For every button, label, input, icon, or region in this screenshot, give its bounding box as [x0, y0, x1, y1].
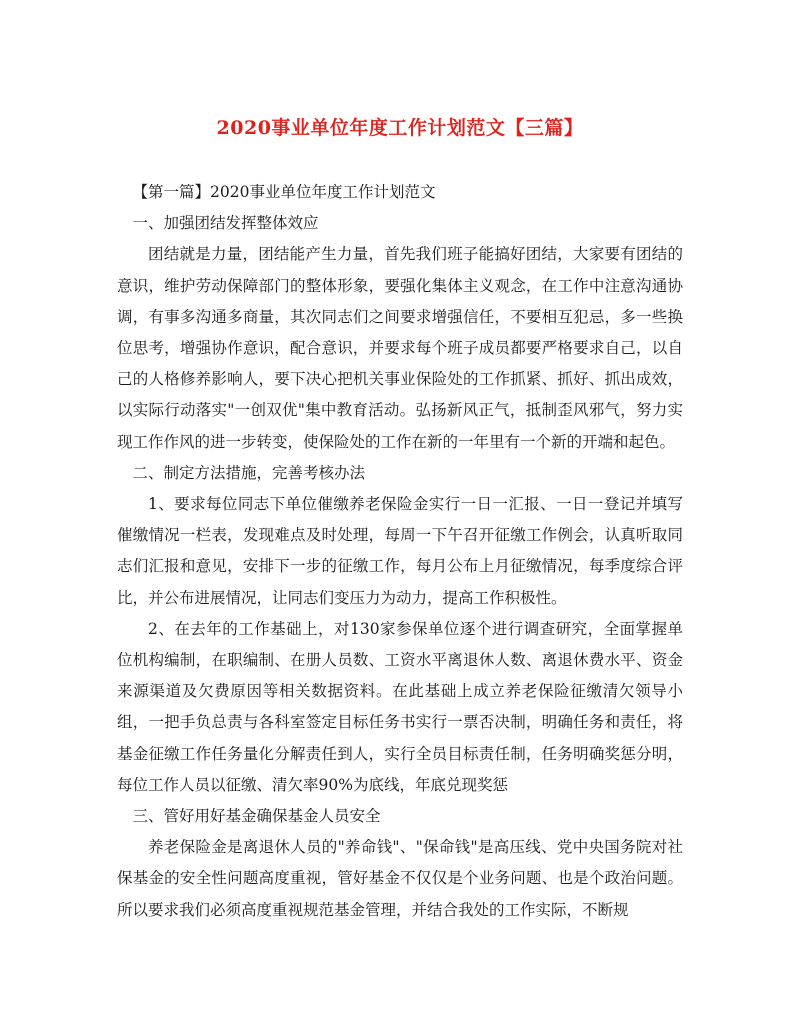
subheading-two: 二、制定方法措施，完善考核办法 — [132, 463, 366, 482]
document-title: 2020事业单位年度工作计划范文【三篇】 — [216, 117, 584, 139]
paragraph-fund-safety: 养老保险金是离退休人员的"养命钱"、"保命钱"是高压线、党中央国务院对社保基金的安全性问题高度重视，管好基金不仅仅是个业务问题、也是个政治问题。所以要求我们必须高度重视规范基金管理，并结合我处的工作实际，不断规 — [117, 838, 683, 919]
document-body — [117, 177, 683, 926]
section-heading-part-one: 【第一篇】2020事业单位年度工作计划范文 — [132, 183, 436, 201]
subheading-three: 三、管好用好基金确保基金人员安全 — [132, 807, 381, 826]
paragraph-unity: 团结就是力量，团结能产生力量，首先我们班子能搞好团结，大家要有团结的意识，维护劳动保障部门的整体形象，要强化集体主义观念，在工作中注意沟通协调，有事多沟通多商量，其次同志们之间要求增强信任，不要相互犯忌，多一些换位思考，增强协作意识，配合意识，并要求每个班子成员都要严格要求自己，以自己的人格修养影响人，要下决心把机关事业保险处的工作抓紧、抓好、抓出成效，以实际行动落实"一创双优"集中教育活动。弘扬新风正气，抵制歪风邪气，努力实现工作作风的进一步转变，使保险处的工作在新的一年里有一个新的开端和起色。 — [117, 245, 683, 451]
paragraph-item-1: 1、要求每位同志下单位催缴养老保险金实行一日一汇报、一日一登记并填写催缴情况一栏表，发现难点及时处理，每周一下午召开征缴工作例会，认真听取同志们汇报和意见，安排下一步的征缴工作，每月公布上月征缴情况，每季度综合评比，并公布进展情况，让同志们变压力为动力，提高工作积极性。 — [117, 495, 683, 607]
paragraph-item-2: 2、在去年的工作基础上，对130家参保单位逐个进行调查研究，全面掌握单位机构编制，在职编制、在册人员数、工资水平离退休人数、离退休费水平、资金来源渠道及欠费原因等相关数据资料。在此基础上成立养老保险征缴清欠领导小组，一把手负总责与各科室签定目标任务书实行一票否决制，明确任务和责任，将基金征缴工作任务量化分解责任到人，实行全员目标责任制，任务明确奖惩分明，每位工作人员以征缴、清欠率90%为底线，年底兑现奖惩 — [117, 619, 683, 794]
subheading-one: 一、加强团结发挥整体效应 — [132, 214, 319, 233]
